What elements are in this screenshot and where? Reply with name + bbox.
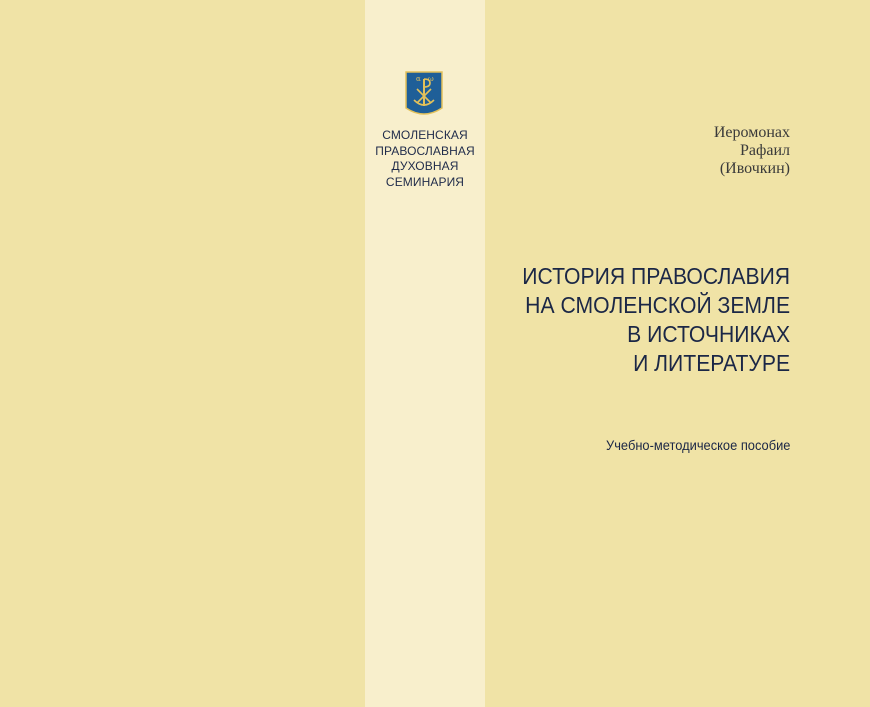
seminary-line: ДУХОВНАЯ [391,159,459,173]
seminary-line: ПРАВОСЛАВНАЯ [375,143,475,158]
seminary-line: СМОЛЕНСКАЯ [382,128,468,142]
title-line: В ИСТОЧНИКАХ [627,321,790,347]
author-line: (Ивочкин) [719,160,790,177]
seminary-line: СЕМИНАРИЯ [385,174,465,189]
author-line: Иеромонах [713,124,790,141]
title-line: ИСТОРИЯ ПРАВОСЛАВИЯ [522,263,790,289]
seminary-name [365,128,485,190]
book-title [522,262,790,378]
title-line: НА СМОЛЕНСКОЙ ЗЕМЛЕ [525,292,790,318]
author-name [714,124,790,178]
author-line: Рафаил [739,142,790,159]
svg-text:α: α [416,75,421,83]
title-line: И ЛИТЕРАТУРЕ [633,350,790,376]
seminary-emblem-icon [404,70,444,120]
svg-text:ω: ω [428,75,434,83]
book-subtitle: Учебно-методическое пособие [605,437,790,453]
